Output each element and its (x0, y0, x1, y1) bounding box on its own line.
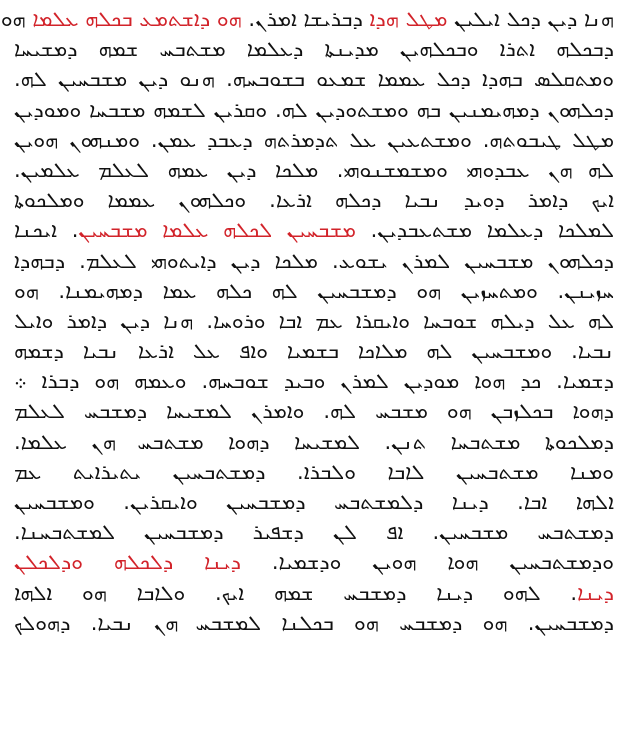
body-text: ܐܝܟ ܕܐܡܪ ܕܘܝܕ ܢܒܝܐ ܕܟܠܗ ܐܪܥܐ. ܘܟܠܗܘܢ ܥܡܡܐ ܘܡܠܟܘܬܐ (14, 188, 614, 213)
text-line (14, 185, 614, 215)
rubric-text: ܡܛܠ ܗܕܐ (369, 7, 448, 31)
text-line (14, 366, 614, 396)
body-text: ܕܟܠܗܘܢ ܡܫܒܚܝܢ ܠܡܪܢ ܝܫܘܥ. ܡܠܟܐ ܕܝܢ ܕܐܝܬܘܗܝ ܠܥܠܡ. ܕܒܗܕܐ (14, 248, 614, 273)
body-text: . ܐܝܟܢܐ (14, 218, 79, 243)
body-text: ܕܒܪܝܫܐ ܐܡܪܢ. (241, 7, 370, 31)
text-line (0, 4, 614, 34)
text-line (14, 276, 614, 306)
body-text: ܕܡܫܬܒܚ ܡܫܒܚܝܢ. ܐܦ ܠܢ ܕܫܦܝܪ ܕܡܫܒܚܝܢ ܠܡܫܬܒܚܢܐ. (14, 520, 614, 545)
text-line (14, 396, 614, 426)
body-text: ܢܒܝܐ. ܘܡܫܒܚܝܢ ܠܗ ܡܠܐܟܐ ܒܫܡܝܐ ܘܐܦ ܥܠ ܐܪܥܐ ܢܒܝܐ ܕܫܡܗ (14, 339, 614, 364)
rubric-text: ܕܝܢܐ (577, 580, 614, 605)
body-text: ܘܡܬܩܠܣ ܒܗܕܐ ܕܟܠ ܥܡܡܐ ܫܡܥܘ ܒܫܘܒܚܗ. ܗܢܘ ܕܝܢ ܡܫܒܚܝܢ ܠܗ. (14, 67, 614, 92)
body-text: ܕܟܠܗܘܢ ܕܡܗܝܡܢܝܢ ܒܗ ܘܡܫܬܘܕܝܢ ܠܗ. ܘܩܪܝܢ ܠܫܡܗ ܡܫܒܚܐ ܘܡܘܕܝܢ (14, 97, 614, 122)
text-line (14, 246, 614, 276)
body-text: ܚܙܝܢܢ. ܘܡܬܚܙܝܢ ܗܘ ܕܡܫܒܚܝܢ ܠܗ ܟܠܗ ܥܡܐ ܕܡܗܝܡܢܐ. ܗܘ (14, 278, 614, 303)
text-line (14, 547, 614, 577)
body-text: ܕܫܡܝܐ. ܟܕ ܗܘܐ ܡܘܕܝܢ ܠܡܪܢ ܘܒܝܕ ܫܘܒܚܗ. ܘܥܡܗ ܗܘ ܕܒܪܐ ܀ (14, 369, 614, 394)
body-text: ܠܡܠܟܐ ܕܥܠܡܐ ܡܫܬܥܒܕܝܢ. (355, 218, 615, 243)
body-text: ܗܢܐ ܕܝܢ ܕܟܠ ܐܝܠܝܢ (447, 7, 614, 31)
text-line (14, 215, 614, 245)
text-line (14, 155, 614, 185)
text-line (14, 578, 614, 608)
body-text: ܘܡܢܐ ܡܫܬܒܚܝܢ ܠܐܒܐ ܘܠܒܪܐ. ܕܡܫܬܒܚܝܢ ܝܬܝܪܐܝܬ ܥܡ (14, 459, 614, 484)
body-text: ܠܗ ܥܠ ܕܝܠܗ ܫܘܒܚܐ ܘܐܝܩܪܐ ܥܡ ܐܒܐ ܘܪܘܚܐ. ܗܢܐ ܕܝܢ ܕܐܡܪ ܘܐܝܠ (14, 308, 614, 333)
text-line (14, 306, 614, 336)
text-line (14, 487, 614, 517)
text-line (14, 427, 614, 457)
body-text: . ܠܗܘ ܕܝܢܐ ܕܡܫܒܚ ܫܡܗ ܐܝܟ. ܘܠܐܒܐ ܗܘ ܐܠܗܐ (14, 580, 578, 605)
body-text: ܕܡܠܟܘܬܐ ܡܫܬܒܚܐ ܬܢܢ. ܠܡܫܝܚܐ ܕܗܘܐ ܡܫܬܒܚ ܗܢ ܥܠܡܐ. (14, 429, 614, 454)
text-line (14, 125, 614, 155)
body-text: ܐܠܗܐ ܐܒܐ. ܕܝܢܐ ܕܠܡܫܬܒܚ ܕܡܫܒܚܝܢ ܘܐܝܩܪܝܢ. ܘܡܫܒܚܝܢ (14, 490, 614, 514)
body-text: ܕܒܟܠܗ ܐܬܪܐ ܘܒܟܠܗܝܢ ܡܕܝܢܬܐ ܕܥܠܡܐ ܡܫܬܒܚ ܫܡܗ ܕܡܫܝܚܐ (14, 37, 614, 62)
text-line (14, 95, 614, 125)
body-text: ܠܗ ܗܢ ܥܒܕܘܗܝ ܘܡܫܡܫܢܘܗܝ. ܡܠܟܐ ܕܝܢ ܥܡܗ ܠܥܠܡ ܥܠܡܝܢ. (14, 157, 614, 182)
body-text: ܕܡܫܒܚܝܢ. ܗܘ ܕܡܫܒܚ ܗܘ ܒܟܠܢܐ ܠܡܫܒܚ ܗܢ ܢܒܝܐ. ܕܗܘܠܟ (14, 610, 614, 635)
text-line (14, 34, 614, 64)
rubric-text: ܕܝܢܐ ܕܠܟܠܗ ܘܕܠܟܠܢ (14, 550, 241, 575)
text-line (14, 517, 614, 547)
text-line (14, 608, 614, 638)
text-line (14, 64, 614, 94)
body-text: ܡܛܠ ܛܝܒܘܬܗ. ܘܡܫܬܥܝܢ ܥܠ ܬܕܡܪܬܗ ܕܥܒܕ ܥܡܢ. ܘܡܢܗܘܢ ܗܘܝܢ (14, 127, 614, 152)
body-text: ܗܘ (0, 7, 33, 31)
rubric-text: ܡܫܒܚܝܢ ܠܟܠܗ ܥܠܡܐ ܡܫܒܚܝܢ (78, 218, 356, 243)
text-line (14, 336, 614, 366)
body-text: ܕܗܘܐ ܒܟܠܙܒܢ ܗܘ ܡܫܒܚ ܠܗ. ܘܐܡܪܢ ܠܡܫܝܚܐ ܕܡܫܒܚ ܠܥܠܡ (14, 399, 614, 424)
body-text: ܘܕܡܫܬܒܚܝܢ ܗܘܐ ܗܘܝܢ ܘܕܫܡܝܐ. (241, 550, 614, 575)
text-line (14, 457, 614, 487)
rubric-text: ܗܘ ܕܐܫܬܡܥ ܒܟܠܗ ܥܠܡܐ (32, 7, 242, 31)
